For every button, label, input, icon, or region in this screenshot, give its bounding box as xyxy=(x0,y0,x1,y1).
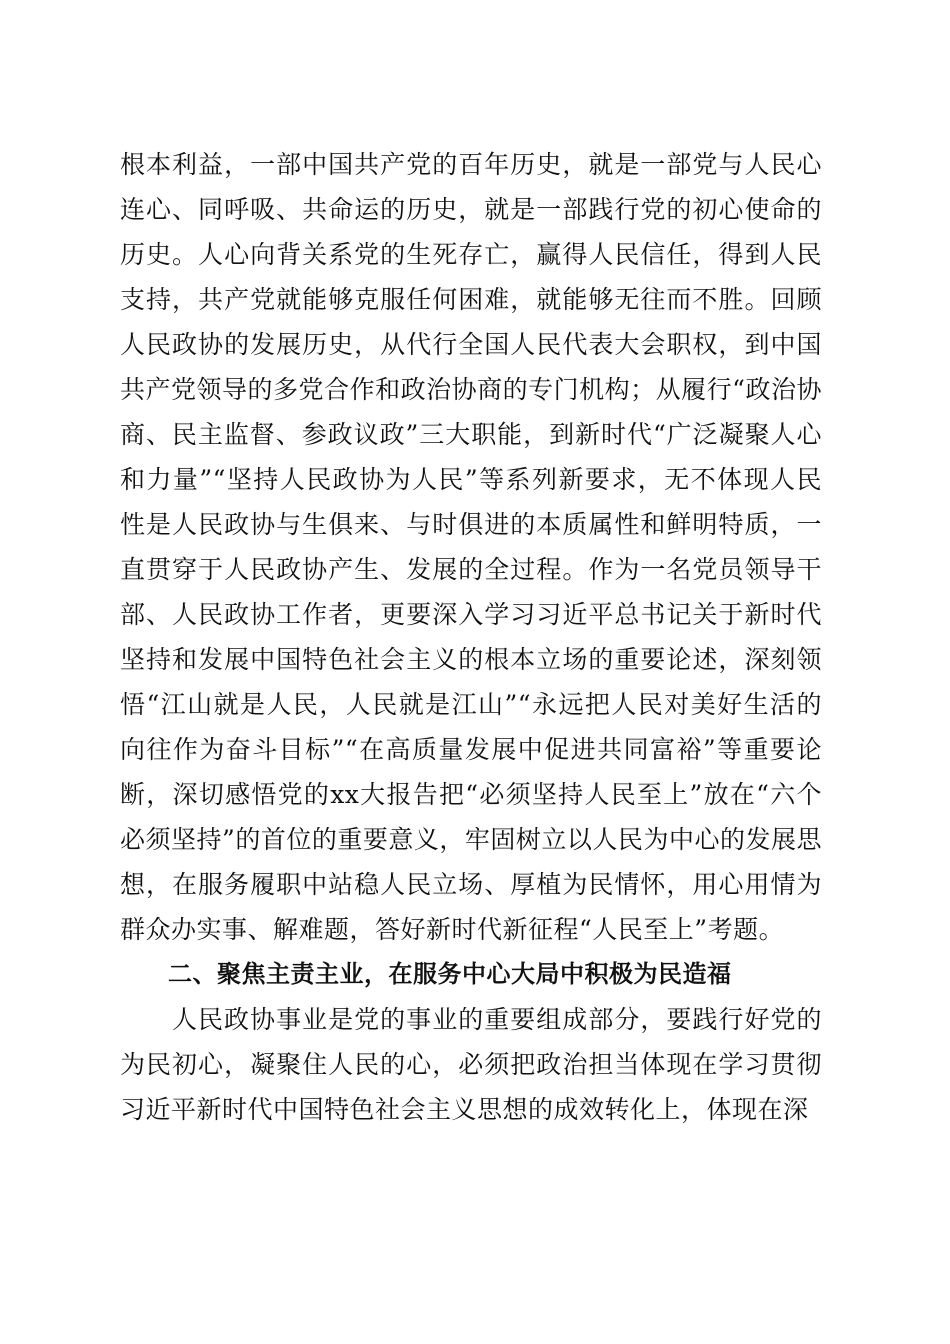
section-heading: 二、聚焦主责主业，在服务中心大局中积极为民造福 xyxy=(168,960,732,988)
document-body xyxy=(120,142,822,1132)
body-paragraph: 人民政协事业是党的事业的重要组成部分，要践行好党的为民初心，凝聚住人民的心，必须把政治担当体现在学习贯彻习近平新时代中国特色社会主义思想的成效转化上，体现在深 xyxy=(120,1005,822,1124)
body-paragraph-continued: 根本利益，一部中国共产党的百年历史，就是一部党与人民心连心、同呼吸、共命运的历史，就是一部践行党的初心使命的历史。人心向背关系党的生死存亡，赢得人民信任，得到人民支持，共产党就能够克服任何困难，就能够无往而不胜。回顾人民政协的发展历史，从代行全国人民代表大会职权，到中国共产党领导的多党合作和政治协商的专门机构；从履行“政治协商、民主监督、参政议政”三大职能，到新时代“广泛凝聚人心和力量”“坚持人民政协为人民”等系列新要求，无不体现人民性是人民政协与生俱来、与时俱进的本质属性和鲜明特质，一直贯穿于人民政协产生、发展的全过程。作为一名党员领导干部、人民政协工作者，更要深入学习习近平总书记关于新时代坚持和发展中国特色社会主义的根本立场的重要论述，深刻领悟“江山就是人民，人民就是江山”“永远把人民对美好生活的向往作为奋斗目标”“在高质量发展中促进共同富裕”等重要论断，深切感悟党的xx大报告把“必须坚持人民至上”放在“六个必须坚持”的首位的重要意义，牢固树立以人民为中心的发展思想，在服务履职中站稳人民立场、厚植为民情怀，用心用情为群众办实事、解难题，答好新时代新征程“人民至上”考题。 xyxy=(120,150,822,944)
